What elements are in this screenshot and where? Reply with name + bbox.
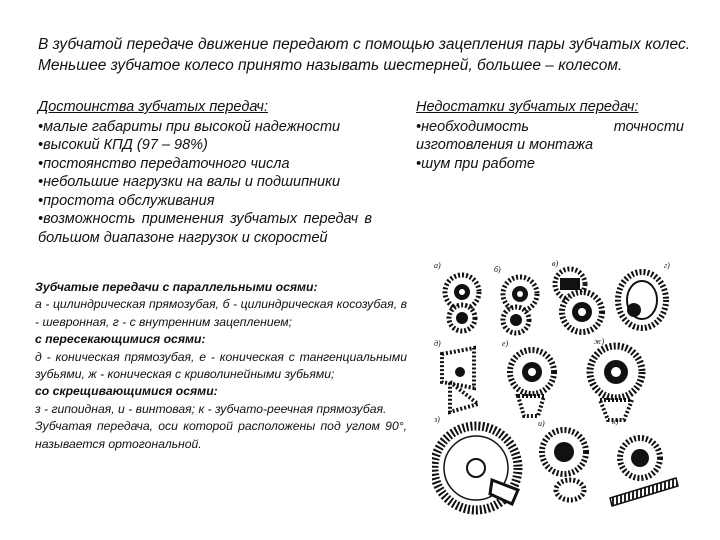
parallel-axes-heading: Зубчатые передачи с параллельными осями: <box>35 280 318 294</box>
parallel-axes-text: а - цилиндрическая прямозубая, б - цилиндрическая косозубая, в - шевронная, г - с внутренним зацеплением; <box>35 297 407 329</box>
spur-gear-pair-icon <box>445 275 479 331</box>
advantage-item: •возможность применения зубчатых передач в большом диапазоне нагрузок и скоростей <box>38 211 372 246</box>
rack-and-pinion-icon <box>610 438 678 506</box>
herringbone-gear-pair-icon <box>555 269 602 332</box>
figure-label: б) <box>494 265 501 274</box>
internal-gear-pair-icon <box>618 272 666 328</box>
gear-types-figure <box>432 254 682 516</box>
disadvantages-heading: Недостатки зубчатых передач: <box>416 99 639 115</box>
figure-label: а) <box>434 261 441 270</box>
crossed-helical-gear-pair-icon <box>542 430 586 500</box>
gear-types-block <box>35 279 407 453</box>
intro-paragraph: В зубчатой передаче движение передают с помощью зацепления пары зубчатых колес. Меньшее зубчатое колесо принято называть шестерней, большее – колесом. <box>38 36 690 74</box>
figure-label: г) <box>664 261 670 270</box>
disadvantage-item: •шум при работе <box>416 155 535 172</box>
crossing-axes-heading: со скрещивающимися осями: <box>35 384 218 399</box>
hypoid-gear-pair-icon <box>434 426 518 510</box>
helical-gear-pair-icon <box>503 277 537 333</box>
figure-label: д) <box>434 339 441 348</box>
advantage-item: •небольшие нагрузки на валы и подшипники <box>38 174 341 190</box>
figure-label: е) <box>502 339 509 348</box>
spiral-bevel-gear-pair-icon <box>590 346 642 420</box>
figure-label: ж) <box>594 337 605 346</box>
intersecting-axes-heading: с пересекающимися осями: <box>35 332 206 347</box>
figure-label: в) <box>552 259 559 268</box>
crossing-axes-text: з - гипоидная, и - винтовая; к - зубчато-реечная прямозубая. <box>35 401 387 416</box>
orthogonal-definition: Зубчатая передача, оси которой расположены под углом 90°, называется ортогональной. <box>35 419 407 451</box>
advantage-item: •постоянство передаточного числа <box>38 155 290 172</box>
figure-label: к) <box>612 417 619 426</box>
tangential-bevel-gear-pair-icon <box>510 350 554 416</box>
intersecting-axes-text: д - коническая прямозубая, е - коническая с тангенциальными зубьями, ж - коническая с криволинейными зубьями; <box>35 349 407 382</box>
disadvantage-item: •необходимость точности изготовления и монтажа <box>416 118 684 153</box>
disadvantages-block <box>416 98 684 173</box>
figure-label: и) <box>538 419 545 428</box>
advantages-heading: Достоинства зубчатых передач: <box>38 99 268 115</box>
straight-bevel-gear-pair-icon <box>442 348 478 412</box>
advantages-block <box>38 98 372 247</box>
advantage-item: •малые габариты при высокой надежности <box>38 118 341 135</box>
advantage-item: •простота обслуживания <box>38 192 215 209</box>
advantage-item: •высокий КПД (97 – 98%) <box>38 137 208 153</box>
figure-label: з) <box>434 415 440 424</box>
